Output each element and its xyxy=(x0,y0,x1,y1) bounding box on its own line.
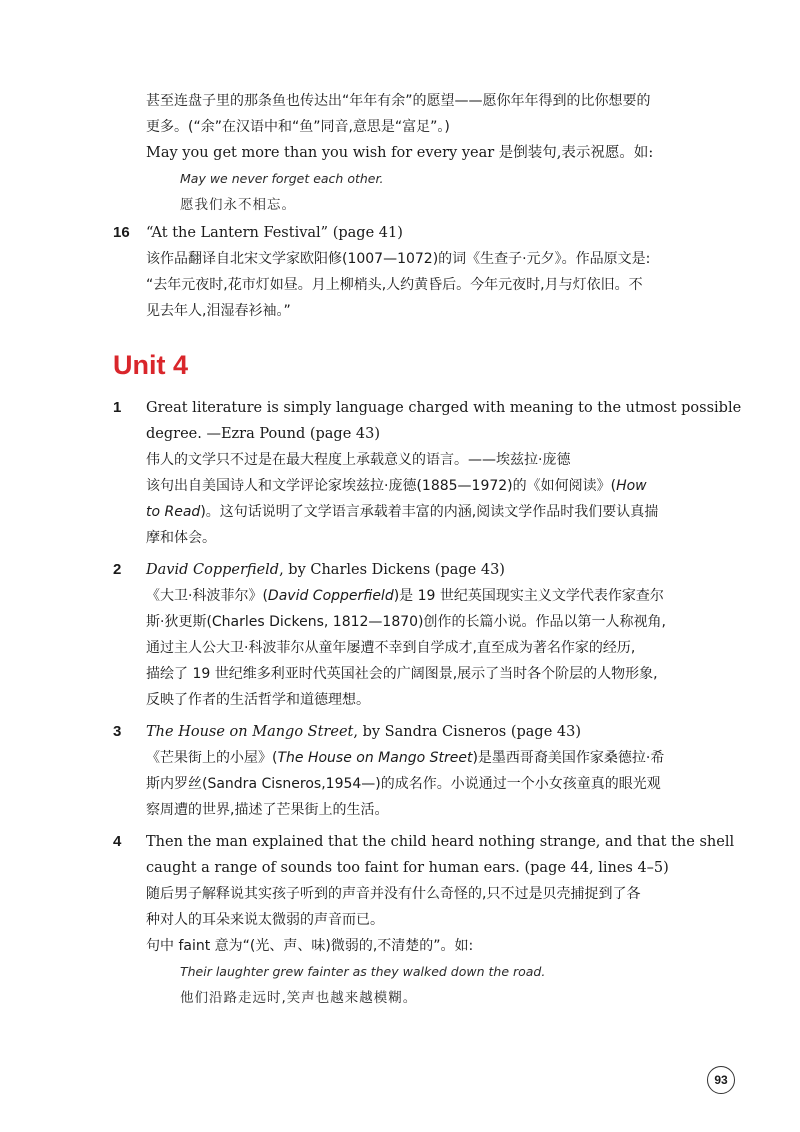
note-continuation xyxy=(146,88,686,218)
book-title: David Copperfield xyxy=(146,562,280,578)
book-title: to Read xyxy=(146,504,201,520)
example-sentence-en: May we never forget each other. xyxy=(180,171,384,186)
note-title: “At the Lantern Festival” (page 41) xyxy=(146,225,403,241)
note-2 xyxy=(146,557,686,713)
book-title: The House on Mango Street xyxy=(146,724,354,740)
text-line: 察周遭的世界,描述了芒果街上的生活。 xyxy=(146,802,389,818)
note-number: 4 xyxy=(113,833,122,850)
text-line: 反映了作者的生活哲学和道德理想。 xyxy=(146,692,370,708)
text-segment: )是墨西哥裔美国作家桑德拉·希 xyxy=(472,750,665,766)
text-line: 通过主人公大卫·科波菲尔从童年屡遭不幸到自学成才,直至成为著名作家的经历, xyxy=(146,640,636,656)
note-number: 3 xyxy=(113,723,122,740)
page-number: 93 xyxy=(707,1066,735,1094)
note-4 xyxy=(146,829,735,1011)
text-line: degree. —Ezra Pound (page 43) xyxy=(146,426,380,442)
note-number: 2 xyxy=(113,561,122,578)
unit-heading: Unit 4 xyxy=(113,350,189,380)
text-line: 随后男子解释说其实孩子听到的声音并没有什么奇怪的,只不过是贝壳捕捉到了各 xyxy=(146,886,641,902)
note-16 xyxy=(146,220,686,324)
note-title xyxy=(146,557,686,583)
example-sentence-cn: 愿我们永不相忘。 xyxy=(180,197,296,213)
text-line: 摩和体会。 xyxy=(146,530,216,546)
example-sentence-cn: 他们沿路走远时,笑声也越来越模糊。 xyxy=(180,990,418,1006)
book-title: David Copperfield xyxy=(267,588,394,604)
note-number: 1 xyxy=(113,399,122,416)
text-line: 描绘了 19 世纪维多利亚时代英国社会的广阔图景,展示了当时各个阶层的人物形象, xyxy=(146,666,658,682)
note-title xyxy=(146,719,686,745)
text-segment: , by Sandra Cisneros (page 43) xyxy=(353,724,582,740)
text-line: 斯内罗丝(Sandra Cisneros,1954—)的成名作。小说通过一个小女孩童真的眼光观 xyxy=(146,776,661,792)
text-segment: 《芒果街上的小屋》( xyxy=(146,750,278,766)
text-line: 更多。(“余”在汉语中和“鱼”同音,意思是“富足”。) xyxy=(146,119,450,135)
text-segment: , by Charles Dickens (page 43) xyxy=(279,562,505,578)
book-title: The House on Mango Street xyxy=(277,750,473,766)
note-1 xyxy=(146,395,742,551)
example-sentence-en: Their laughter grew fainter as they walked down the road. xyxy=(180,964,546,979)
text-line: 该作品翻译自北宋文学家欧阳修(1007—1072)的词《生查子·元夕》。作品原文是: xyxy=(146,251,651,267)
book-title: How xyxy=(616,478,647,494)
text-line: 种对人的耳朵来说太微弱的声音而已。 xyxy=(146,912,384,928)
text-line xyxy=(146,499,686,525)
text-line: 句中 faint 意为“(光、声、味)微弱的,不清楚的”。如: xyxy=(146,938,474,954)
text-line: 伟人的文学只不过是在最大程度上承载意义的语言。——埃兹拉·庞德 xyxy=(146,452,571,468)
text-segment: 《大卫·科波菲尔》( xyxy=(146,588,268,604)
text-line: caught a range of sounds too faint for human ears. (page 44, lines 4–5) xyxy=(146,860,669,876)
text-line: May you get more than you wish for every year 是倒装句,表示祝愿。如: xyxy=(146,145,654,161)
text-line xyxy=(146,473,686,499)
text-line: Then the man explained that the child heard nothing strange, and that the shell xyxy=(146,834,735,850)
text-line: 甚至连盘子里的那条鱼也传达出“年年有余”的愿望——愿你年年得到的比你想要的 xyxy=(146,93,651,109)
text-line: 见去年人,泪湿春衫袖。” xyxy=(146,303,291,319)
text-line xyxy=(146,745,686,771)
text-segment: )是 19 世纪英国现实主义文学代表作家查尔 xyxy=(393,588,664,604)
text-segment: )。这句话说明了文学语言承载着丰富的内涵,阅读文学作品时我们要认真揣 xyxy=(200,504,659,520)
text-line: Great literature is simply language charged with meaning to the utmost possible xyxy=(146,400,742,416)
text-line: 斯·狄更斯(Charles Dickens, 1812—1870)创作的长篇小说。作品以第一人称视角, xyxy=(146,614,666,630)
text-line xyxy=(146,583,686,609)
note-number: 16 xyxy=(113,224,130,241)
text-line: “去年元夜时,花市灯如昼。月上柳梢头,人约黄昏后。今年元夜时,月与灯依旧。不 xyxy=(146,277,643,293)
text-segment: 该句出自美国诗人和文学评论家埃兹拉·庞德(1885—1972)的《如何阅读》( xyxy=(146,478,617,494)
note-3 xyxy=(146,719,686,823)
